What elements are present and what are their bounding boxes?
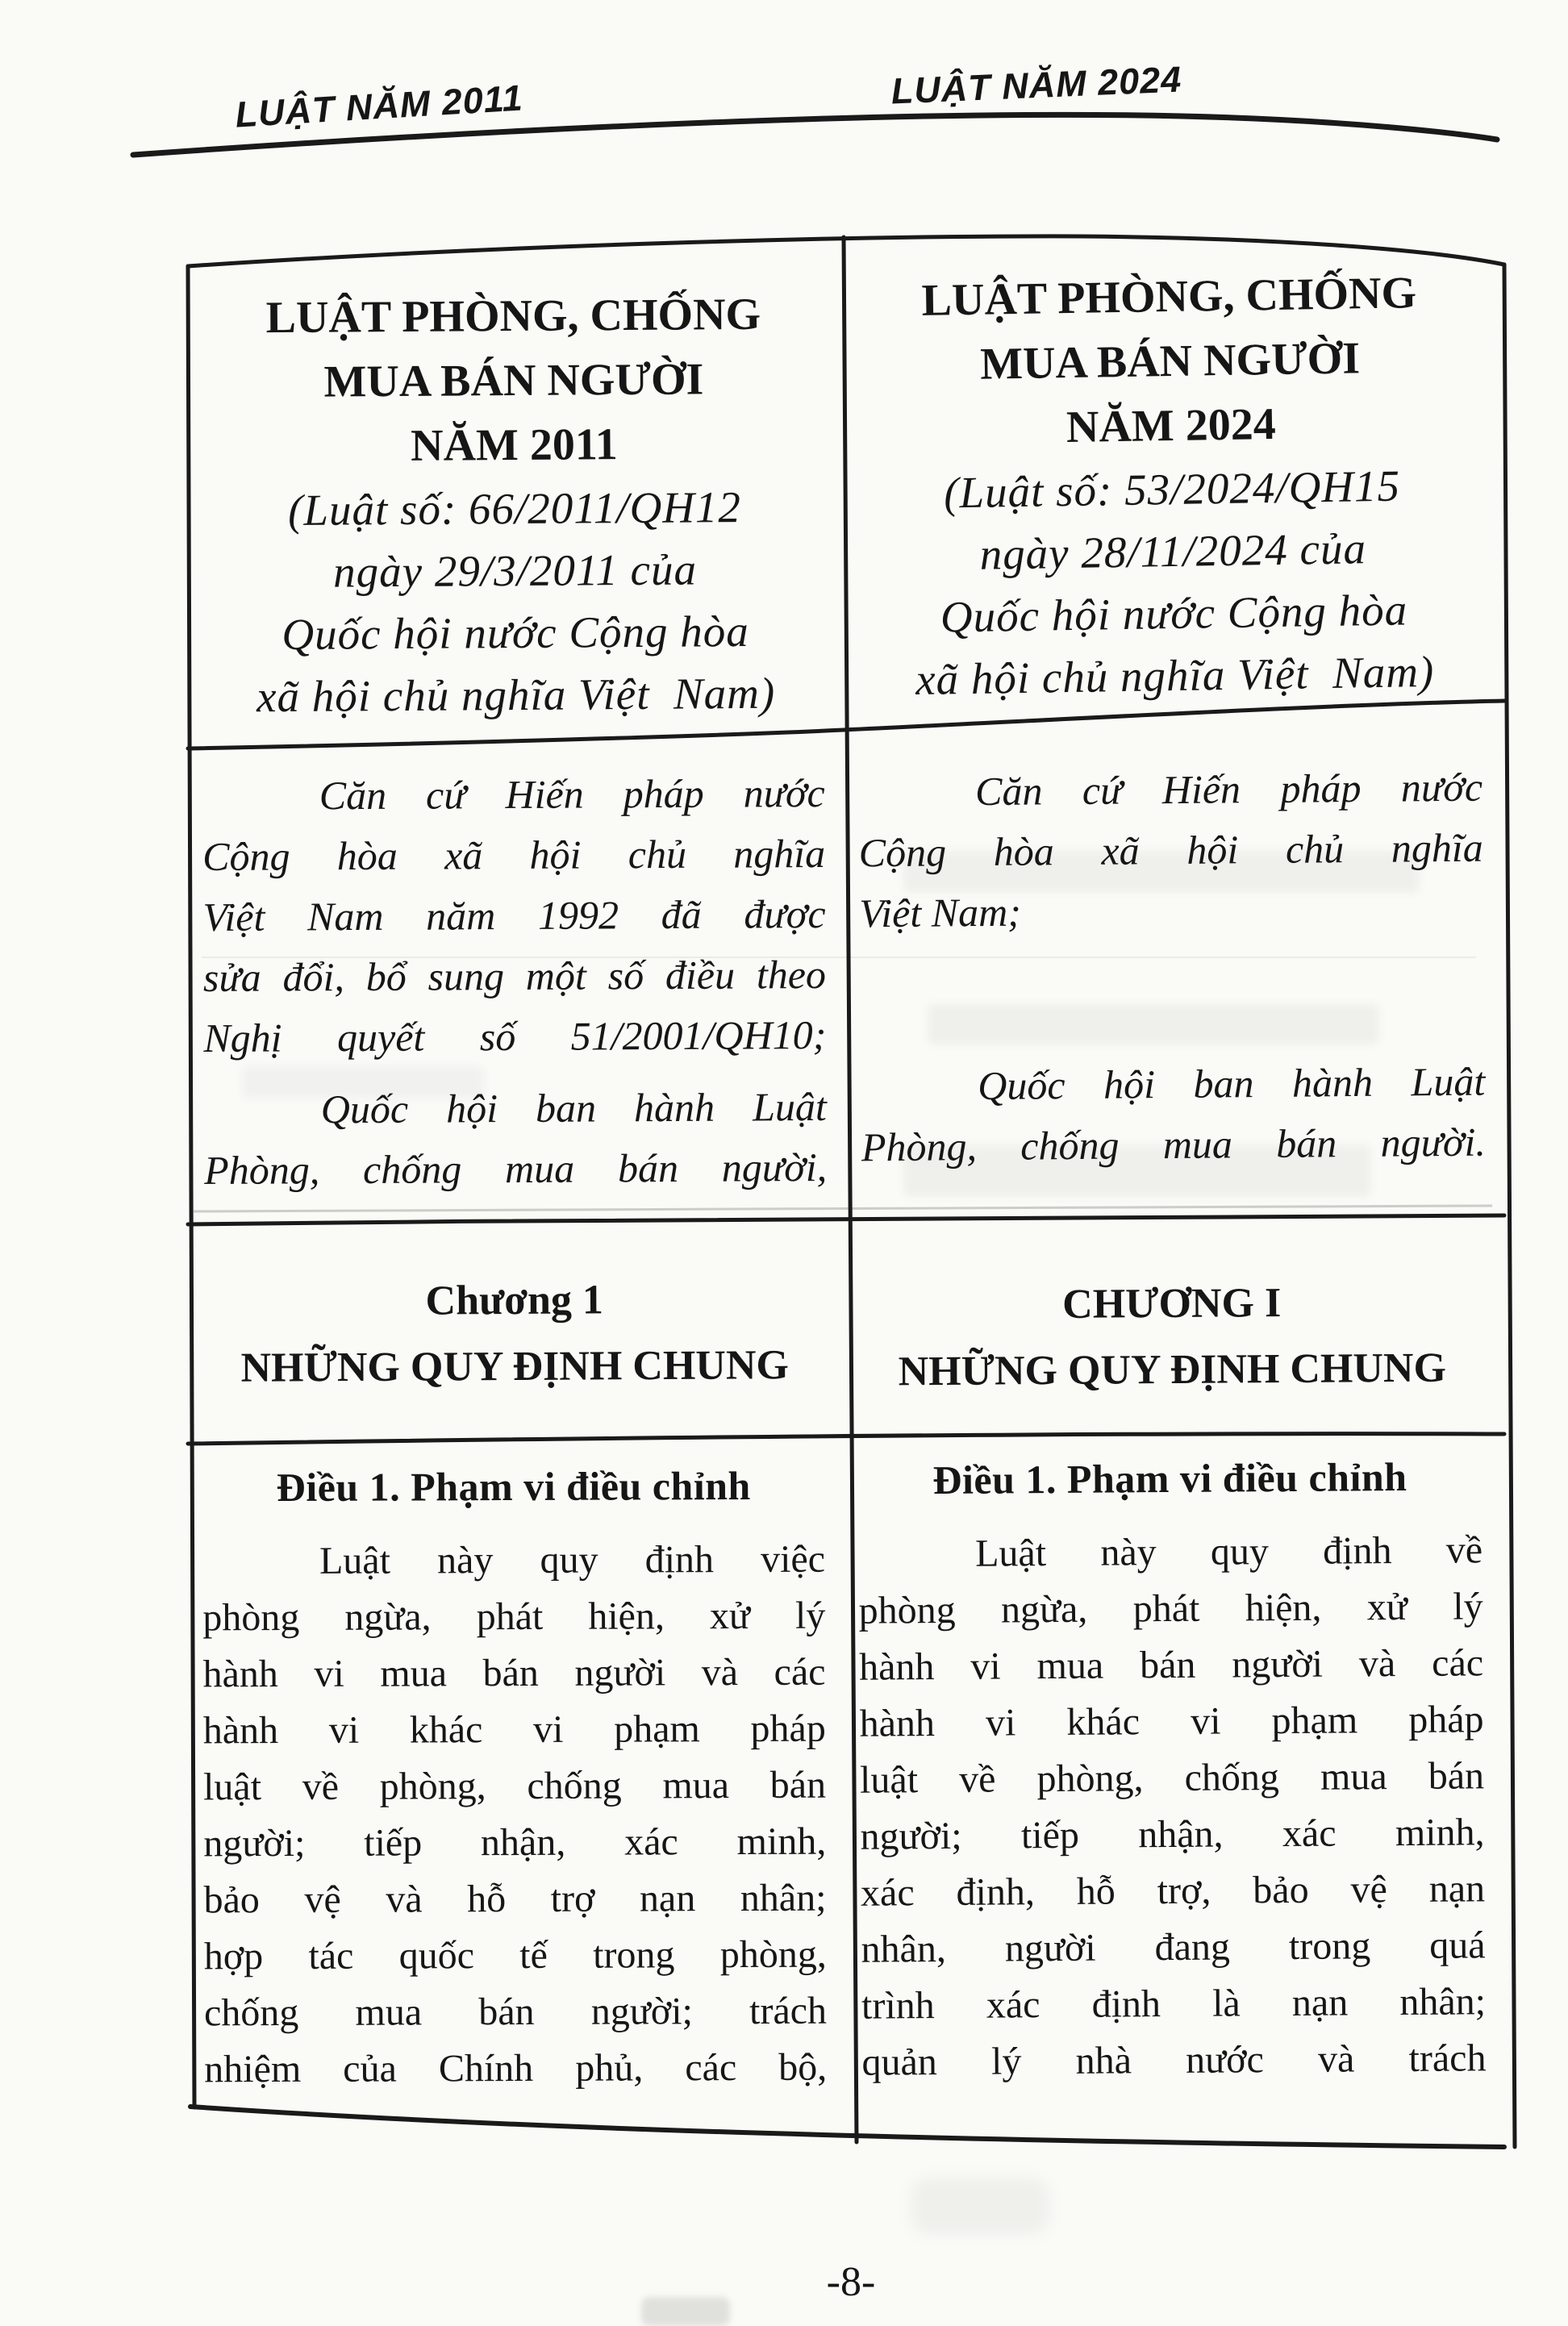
text-line: chống mua bán người; trách: [203, 1989, 828, 2035]
text-line: hợp tác quốc tế trong phòng,: [203, 1932, 827, 1978]
cell-preamble-2024: [858, 757, 1486, 1178]
law-2024-subtitle-lines: [860, 453, 1488, 711]
text-line: hành vi khác vi phạm pháp: [202, 1707, 826, 1753]
article-1-heading-2024: Điều 1. Phạm vi điều chỉnh: [932, 1453, 1407, 1503]
text-line: Cộng hòa xã hội chủ nghĩa: [202, 830, 826, 880]
text-line: quản lý nhà nước và trách: [861, 2036, 1487, 2084]
scan-smudge: [911, 2178, 1049, 2234]
table-bottom-border: [190, 2107, 1504, 2147]
article-1-body-2011: [202, 1532, 827, 2099]
cell-preamble-2011: [202, 763, 828, 1201]
text-line: hành vi mua bán người và các: [202, 1650, 826, 1696]
running-head-law-2024: LUẬT NĂM 2024: [890, 58, 1183, 112]
text-line: luật về phòng, chống mua bán: [859, 1754, 1485, 1802]
text-line: Luật này quy định về: [974, 1528, 1483, 1575]
text-line: Việt Nam năm 1992 đã được: [202, 890, 826, 940]
cell-chapter-2011: [203, 1266, 827, 1402]
text-line: NHỮNG QUY ĐỊNH CHUNG: [898, 1344, 1447, 1395]
text-line: Quốc hội ban hành Luật: [978, 1058, 1486, 1109]
column-divider: [844, 237, 857, 2142]
text-line: Việt Nam;: [859, 889, 1022, 936]
text-line: LUẬT PHÒNG, CHỐNG: [921, 268, 1417, 326]
text-line: Phòng, chống mua bán người.: [861, 1119, 1487, 1170]
text-line: Căn cứ Hiến pháp nước: [319, 769, 825, 819]
text-line: người; tiếp nhận, xác minh,: [860, 1811, 1485, 1858]
page-number: -8-: [826, 2259, 876, 2305]
preamble-2024-paragraph-1: [858, 757, 1484, 944]
law-2024-title-lines: [857, 260, 1484, 463]
text-line: MUA BÁN NGƯỜI: [979, 333, 1361, 390]
scan-smudge: [641, 2297, 730, 2326]
text-line: ngày 28/11/2024 của: [979, 523, 1367, 579]
cell-article-1-2024: [857, 1451, 1486, 2090]
text-line: Phòng, chống mua bán người,: [204, 1144, 828, 1194]
text-line: luật về phòng, chống mua bán: [202, 1763, 827, 1809]
text-line: phòng ngừa, phát hiện, xử lý: [202, 1594, 826, 1640]
text-line: Căn cứ Hiến pháp nước: [974, 764, 1483, 815]
text-line: (Luật số: 66/2011/QH12: [287, 482, 742, 535]
text-line: Cộng hòa xã hội chủ nghĩa: [858, 824, 1483, 876]
text-line: NHỮNG QUY ĐỊNH CHUNG: [240, 1342, 790, 1391]
text-line: phòng ngừa, phát hiện, xử lý: [858, 1585, 1483, 1632]
preamble-2011-paragraph-2: [204, 1077, 828, 1201]
text-line: hành vi mua bán người và các: [858, 1641, 1484, 1689]
preamble-2024-paragraph-2: [861, 1052, 1486, 1178]
text-line: nhân, người đang trong quá: [861, 1924, 1486, 1971]
law-2011-title-lines: [202, 281, 826, 479]
text-line: CHƯƠNG I: [1061, 1280, 1282, 1328]
table-right-border: [1504, 265, 1515, 2147]
text-line: NĂM 2024: [1065, 398, 1277, 453]
text-line: Luật này quy định việc: [319, 1537, 826, 1582]
text-line: Nghị quyết số 51/2001/QH10;: [203, 1011, 827, 1061]
row-divider-3: [188, 1434, 1504, 1444]
text-line: LUẬT PHÒNG, CHỐNG: [265, 289, 761, 344]
header-rule: [133, 115, 1497, 155]
preamble-2011-paragraph-1: [202, 763, 827, 1069]
text-line: NĂM 2011: [410, 419, 619, 471]
text-line: Quốc hội nước Cộng hòa: [940, 585, 1408, 642]
cell-article-1-2011: [202, 1461, 828, 2099]
text-line: MUA BÁN NGƯỜI: [323, 354, 704, 407]
law-2011-subtitle-lines: [203, 475, 828, 727]
text-line: xác định, hỗ trợ, bảo vệ nạn: [860, 1867, 1486, 1915]
text-line: nhiệm của Chính phủ, các bộ,: [204, 2045, 828, 2091]
cell-title-law-2011: [202, 281, 828, 727]
text-line: sửa đổi, bổ sung một số điều theo: [202, 951, 827, 1001]
text-line: xã hội chủ nghĩa Việt Nam): [915, 646, 1435, 705]
row-divider-2: [188, 1215, 1504, 1224]
text-line: Quốc hội nước Cộng hòa: [281, 606, 749, 660]
cell-title-law-2024: [857, 260, 1488, 711]
text-line: ngày 29/3/2011 của: [332, 544, 698, 597]
text-line: (Luật số: 53/2024/QH15: [943, 461, 1401, 518]
text-line: trình xác định là nạn nhân;: [861, 1980, 1487, 2028]
table-left-border: [188, 266, 194, 2107]
running-head-law-2011: LUẬT NĂM 2011: [234, 77, 524, 135]
text-line: hành vi khác vi phạm pháp: [859, 1698, 1484, 1745]
text-line: người; tiếp nhận, xác minh,: [203, 1820, 827, 1865]
article-1-body-2024: [858, 1522, 1487, 2090]
text-line: xã hội chủ nghĩa Việt Nam): [256, 668, 776, 722]
text-line: Quốc hội ban hành Luật: [320, 1083, 827, 1132]
cell-chapter-2024: [859, 1269, 1484, 1405]
text-line: Chương 1: [425, 1277, 604, 1324]
article-1-heading-2011: Điều 1. Phạm vi điều chỉnh: [276, 1462, 751, 1511]
text-line: bảo vệ và hỗ trợ nạn nhân;: [203, 1876, 827, 1922]
